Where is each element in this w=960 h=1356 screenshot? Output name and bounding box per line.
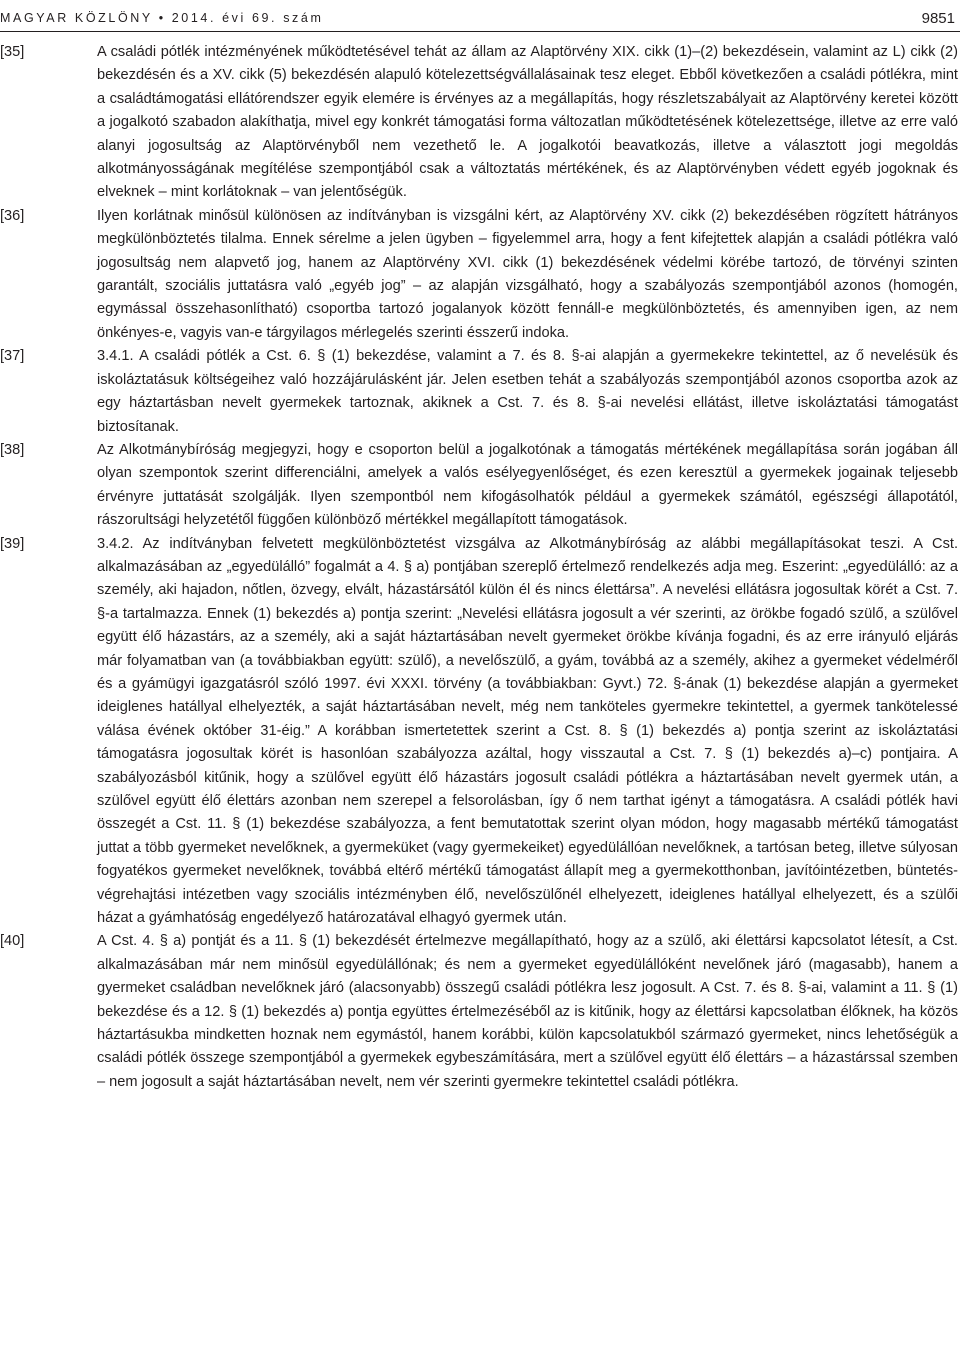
header-rule	[0, 31, 960, 32]
paragraph-37	[0, 345, 960, 439]
paragraph-35	[0, 41, 960, 205]
paragraph-number: [37]	[0, 348, 25, 365]
paragraph-text: 3.4.2. Az indítványban felvetett megkülönböztetést vizsgálva az Alkotmánybíróság az alábbi megállapításokat teszi. A Cst. alkalmazásában az „egyedülálló” fogalmát a 4. § a) pontjában szereplő értelmező rendelkezés adja meg. Eszerint: „egyedülálló: az a személy, aki hajadon, nőtlen, özvegy, elvált, házastársától külön él és nincs élettársa”. A nevelési ellátásra jogosultak körét a Cst. 7. §-a tartalmazza. Ennek (1) bekezdés a) pontja szerint: „Nevelési ellátásra jogosult a vér szerinti, az örökbe fogadó szülő, a szülővel együtt élő házastárs, az a személy, aki a saját háztartásában nevelt gyermeket örökbe kívánja fogadni, és az erre irányuló eljárás már folyamatban van (a továbbiakban együtt: szülő), a nevelőszülő, a gyám, továbbá az a személy, akihez a gyermeket védelméről és a gyámügyi igazgatásról szóló 1997. évi XXXI. törvény (a továbbiakban: Gyvt.) 72. §-ának (1) bekezdése alapján a gyermeket ideiglenes hatállyal elhelyezték, a saját háztartásában nevelt, még nem tanköteles gyermekre tekintettel, a gyermek tankötelessé válása évének október 31-éig.” A korábban ismertetettek szerint a Cst. 8. § (1) bekezdés a) pontja szerint az iskoláztatási támogatásra jogosultak körét is hasonlóan szabályozza azáltal, hogy visszautal a Cst. 7. § (1) bekezdés a)–c) pontjaira. A szabályozásból kitűnik, hogy a szülővel együtt élő házastárs jogosult családi pótlékra a háztartásában nevelt gyermek után, a szülővel együtt élő élettárs azonban nem szerepel a felsorolásban, így ő nem tarthat igényt a támogatásra. A családi pótlék havi összegét a Cst. 11. § (1) bekezdése szabályozza, a fent bemutatottak szerint olyan módon, hogy magasabb mértékű támogatást juttat a több gyermeket nevelőknek, a gyermeküket (vagy gyermekeiket) egyedülállóan nevelőknek, a tartósan beteg, illetve súlyosan fogyatékos gyermeket nevelőknek, továbbá eltérő mértékű támogatást állapít meg a gyermekotthonban, javítóintézetben, büntetés-végrehajtási intézetben vagy szociális intézményben élő, nevelőszülőnél elhelyezett, ideiglenes hatállyal elhelyezett, és a szülői házat a gyámhatóság engedélyező határozatával elhagyó gyermek után.	[97, 535, 958, 927]
page-number: 9851	[921, 9, 955, 27]
journal-title: MAGYAR KÖZLÖNY • 2014. évi 69. szám	[0, 11, 324, 25]
paragraph-text: A családi pótlék intézményének működtetésével tehát az állam az Alaptörvény XIX. cikk (1)–(2) bekezdésein, valamint az L) cikk (2) bekezdésén és a XV. cikk (5) bekezdésén alapuló kötelezettségvállalásainak tesz eleget. Ebből következően a családi pótlékra, mint a családtámogatási ellátórendszer egyik elemére is érvényes az a megállapítás, hogy részletszabályait az Alaptörvény keretei között a jogalkotó szabadon alakíthatja, mivel egy konkrét támogatási forma változatlan működtetésének kötelezettsége, illetve az erre való alanyi jogosultság az Alaptörvényből nem vezethető le. A jogalkotói beavatkozás, illetve a választott jogi megoldás alkotmányosságának megítélése szempontjából csak a változtatás mértékének, és az Alaptörvényben védett egyéb jogoknak és elveknek – mint korlátoknak – van jelentőségük.	[97, 44, 958, 201]
paragraph-36	[0, 205, 960, 345]
paragraph-number: [40]	[0, 933, 25, 950]
paragraph-number: [39]	[0, 535, 25, 552]
paragraph-text: A Cst. 4. § a) pontját és a 11. § (1) bekezdését értelmezve megállapítható, hogy az a szülő, aki élettársi kapcsolatot létesít, a Cst. alkalmazásában már nem minősül egyedülállónak; és nem a gyermeket egyedülállóként nevelőnek járó (magasabb), hanem a gyermeket családban nevelőknek járó (alacsonyabb) összegű családi pótlékra lesz jogosult. A Cst. 7. és 8. §-ai, valamint a 11. § (1) bekezdése és a 12. § (1) bekezdés a) pontja együttes értelmezéséből az is kitűnik, hogy az élettársi kapcsolatban élőknek, ha közös háztartásukba mindketten hoznak nem egymástól, hanem korábbi, külön kapcsolatukból származó gyermeket, nincs lehetőségük a családi pótlék összege szempontjából a gyermekek egybeszámítására, mert a szülővel együtt élő élettárs – a házastárssal szemben – nem jogosult a saját háztartásában nevelt, nem vér szerinti gyermekre tekintettel családi pótlékra.	[97, 933, 958, 1090]
paragraph-text: 3.4.1. A családi pótlék a Cst. 6. § (1) bekezdése, valamint a 7. és 8. §-ai alapján a gyermekekre tekintettel, az ő nevelésük és iskoláztatásuk költségeihez való hozzájárulásként jár. Jelen esetben tehát a szabályozás szempontjából azonos csoportba azok az egy háztartásban nevelt gyermekek tartoznak, akiknek a Cst. 7. és 8. §-ai nevelési ellátást, illetve iskoláztatási támogatást biztosítanak.	[97, 348, 958, 435]
paragraph-39	[0, 533, 960, 931]
paragraph-text: Ilyen korlátnak minősül különösen az indítványban is vizsgálni kért, az Alaptörvény XV. cikk (2) bekezdésében rögzített hátrányos megkülönböztetés tilalma. Ennek sérelme a jelen ügyben – figyelemmel arra, hogy a fent kifejtettek alapján a családi pótlékra való jogosultság nem alapvető jog, hanem az Alaptörvény XVI. cikk (1) bekezdésének védelmi körébe tartozó, de törvényi szinten garantált, szociális juttatásra való „egyéb jog” – az alapján vizsgálható, hogy a szabályozás szempontjából azonos (homogén, egymással összehasonlítható) csoportba tartozó jogalanyok között fennáll-e megkülönböztetés, és amennyiben igen, az nem önkényes-e, vagyis van-e tárgyilagos mérlegelés szerinti ésszerű indoka.	[97, 207, 958, 341]
document-body	[0, 41, 960, 1094]
paragraph-number: [36]	[0, 207, 25, 224]
paragraph-number: [35]	[0, 44, 25, 60]
paragraph-number: [38]	[0, 441, 25, 458]
paragraph-40	[0, 930, 960, 1094]
paragraph-text: Az Alkotmánybíróság megjegyzi, hogy e csoporton belül a jogalkotónak a támogatás mértékének megállapítása során jogában áll olyan szempontok szerint differenciálni, amelyek a valós esélyegyenlőséget, és ezen keresztül a gyermekek jogainak teljesebb érvényre juttatását szolgálják. Ilyen szempontból nem kifogásolhatók például a gyermekek számától, egészségi állapotától, rászorultsági helyzetétől függően különböző mértékkel megállapított támogatások.	[97, 441, 958, 529]
paragraph-38	[0, 439, 960, 533]
